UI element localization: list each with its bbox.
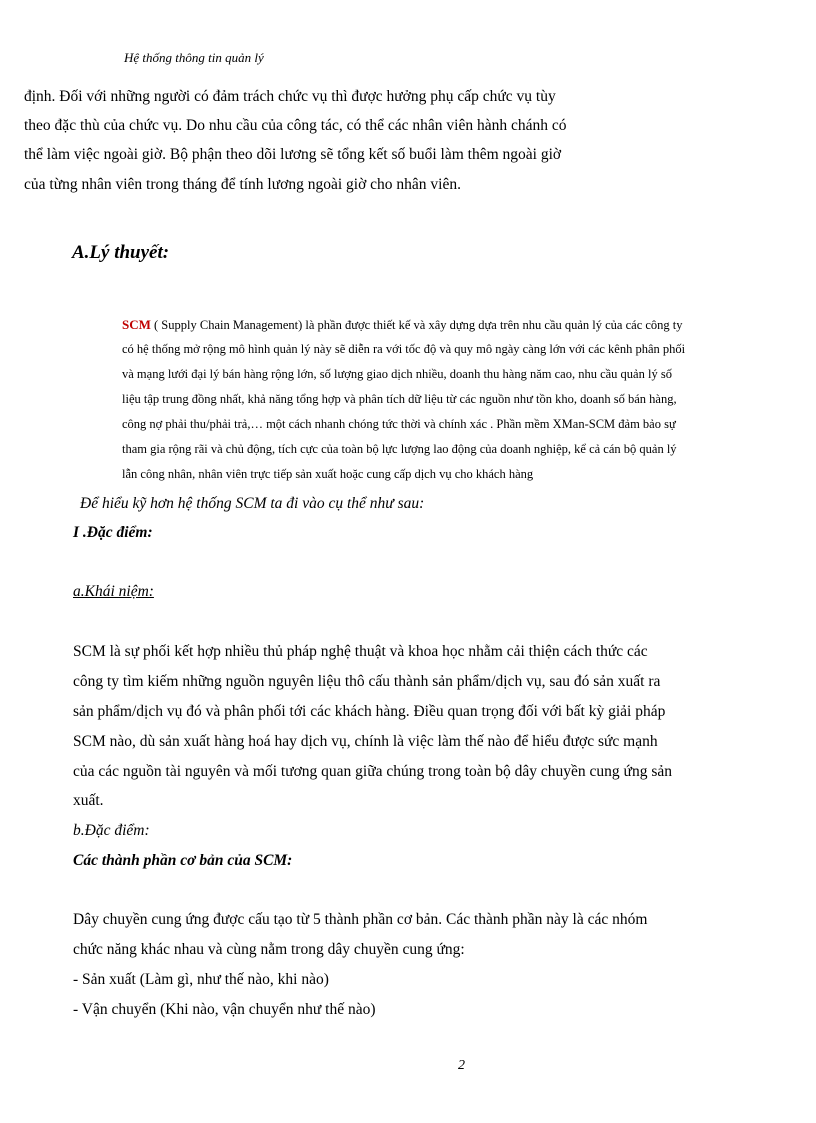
list-item: - Sản xuất (Làm gì, như thế nào, khi nào) xyxy=(73,971,329,988)
scm-intro-line xyxy=(122,317,683,333)
sub-b-heading: b.Đặc điểm: xyxy=(73,822,150,839)
page-number: 2 xyxy=(458,1058,465,1073)
concept-line: của các nguồn tài nguyên và mối tương quan giữa chúng trong toàn bộ dây chuyền cung ứng sản xyxy=(73,763,672,780)
scm-intro-line: và mạng lưới đại lý bán hàng rộng lớn, số lượng giao dịch nhiều, doanh thu hàng năm cao, nhu cầu quản lý số xyxy=(122,367,672,381)
components-line: chức năng khác nhau và cùng nằm trong dây chuyền cung ứng: xyxy=(73,941,465,958)
lead-in-text: Để hiểu kỹ hơn hệ thống SCM ta đi vào cụ thể như sau: xyxy=(80,495,425,512)
running-header: Hệ thống thông tin quản lý xyxy=(124,50,264,65)
concept-line: SCM nào, dù sản xuất hàng hoá hay dịch vụ, chính là việc làm thế nào để hiểu được sức mạnh xyxy=(73,733,658,750)
concept-line: SCM là sự phối kết hợp nhiều thủ pháp nghệ thuật và khoa học nhằm cải thiện cách thức các xyxy=(73,643,648,660)
section-a-heading: A.Lý thuyết: xyxy=(72,242,170,263)
concept-line: sản phẩm/dịch vụ đó và phân phối tới các khách hàng. Điều quan trọng đối với bất kỳ giải pháp xyxy=(73,703,666,720)
intro-line: theo đặc thù của chức vụ. Do nhu cầu của công tác, có thể các nhân viên hành chánh có xyxy=(24,117,567,134)
scm-intro-line: lẫn công nhân, nhân viên trực tiếp sản xuất hoặc cung cấp dịch vụ cho khách hàng xyxy=(122,467,534,481)
concept-line: xuất. xyxy=(73,792,104,809)
intro-line: định. Đối với những người có đảm trách chức vụ thì được hưởng phụ cấp chức vụ tùy xyxy=(24,88,556,105)
scm-term: SCM xyxy=(122,317,151,332)
scm-intro-line: công nợ phải thu/phải trả,… một cách nhanh chóng tức thời và chính xác . Phần mềm XMan-SCM đảm bảo sự xyxy=(122,417,676,431)
intro-line: của từng nhân viên trong tháng để tính lương ngoài giờ cho nhân viên. xyxy=(24,176,461,193)
scm-intro-line: liệu tập trung đồng nhất, khả năng tổng hợp và phân tích dữ liệu từ các nguồn như tồn kho, doanh số bán hàng, xyxy=(122,392,677,406)
components-heading: Các thành phần cơ bản của SCM: xyxy=(73,852,293,869)
intro-line: thể làm việc ngoài giờ. Bộ phận theo dõi lương sẽ tổng kết số buổi làm thêm ngoài giờ xyxy=(24,146,562,163)
scm-first-line-rest: ( Supply Chain Management) là phần được thiết kế và xây dựng dựa trên nhu cầu quản lý của các công ty xyxy=(150,318,683,332)
sub-a-heading: a.Khái niệm: xyxy=(73,583,154,600)
scm-intro-line: tham gia rộng rãi và chủ động, tích cực của toàn bộ lực lượng lao động của doanh nghiệp, kể cả cán bộ quản lý xyxy=(122,442,677,456)
concept-line: công ty tìm kiếm những nguồn nguyên liệu thô cấu thành sản phẩm/dịch vụ, sau đó sản xuất ra xyxy=(73,673,661,690)
section-i-heading: I .Đặc điểm: xyxy=(73,524,153,541)
scm-intro-line: có hệ thống mở rộng mô hình quản lý này sẽ diễn ra với tốc độ và quy mô ngày càng lớn với các kênh phân phối xyxy=(122,342,686,356)
components-line: Dây chuyền cung ứng được cấu tạo từ 5 thành phần cơ bản. Các thành phần này là các nhóm xyxy=(73,911,648,928)
list-item: - Vận chuyển (Khi nào, vận chuyển như thế nào) xyxy=(73,1001,376,1018)
